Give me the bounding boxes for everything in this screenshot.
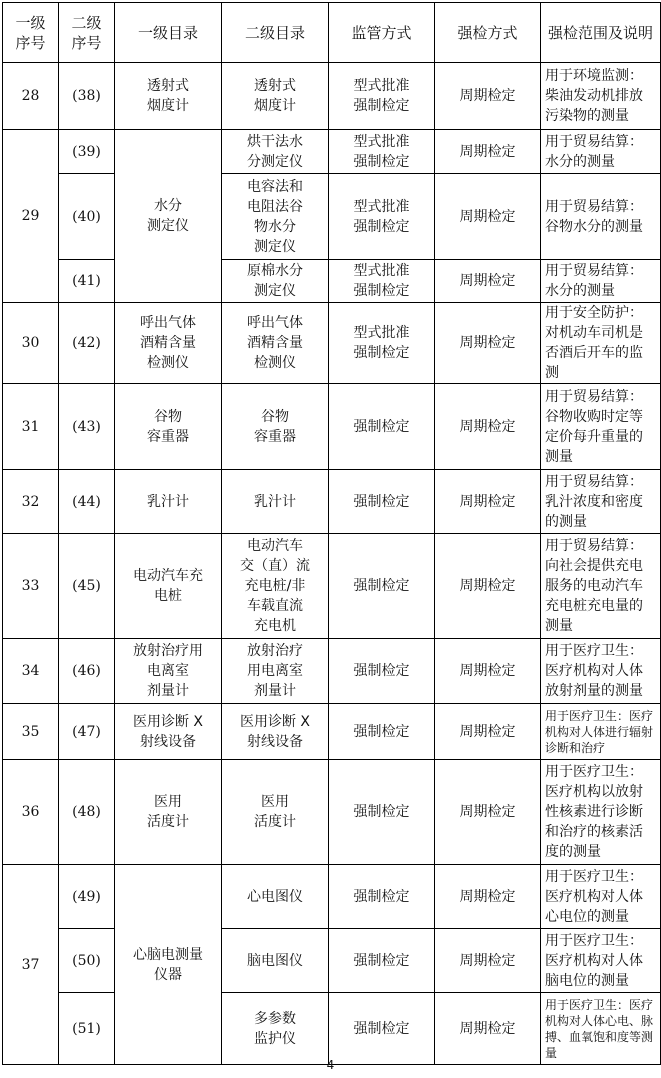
level1-catalog: 心脑电测量 仪器 [115,865,222,1065]
header-level2-catalog: 二级目录 [222,3,329,63]
level1-catalog: 水分 测定仪 [115,130,222,303]
supervision: 强制检定 [329,384,435,470]
level1-catalog: 乳汁计 [115,470,222,534]
table-row [3,639,661,704]
header-scope: 强检范围及说明 [541,3,661,63]
scope: 用于贸易结算：谷物收购时定等定价每升重量的测量 [541,384,661,470]
table-row [3,260,661,303]
level2-catalog: 呼出气体 酒精含量 检测仪 [222,303,329,384]
level2-no: (50) [59,929,115,993]
supervision: 强制检定 [329,534,435,639]
header-level2-no: 二级 序号 [59,3,115,63]
supervision: 型式批准 强制检定 [329,260,435,303]
supervision: 型式批准 强制检定 [329,130,435,174]
table-row [3,470,661,534]
level2-catalog: 脑电图仪 [222,929,329,993]
page-number: 4 [326,1058,335,1072]
level2-no: (48) [59,760,115,865]
instrument-table [2,2,661,1065]
level2-catalog: 多参数 监护仪 [222,993,329,1065]
level2-no: (40) [59,174,115,260]
scope: 用于医疗卫生：医疗机构以放射性核素进行诊断和治疗的核素活度的测量 [541,760,661,865]
level2-catalog: 透射式 烟度计 [222,63,329,130]
header-level1-catalog: 一级目录 [115,3,222,63]
table-row [3,929,661,993]
level1-no: 29 [3,130,59,303]
level1-no: 30 [3,303,59,384]
table-row [3,384,661,470]
verification: 周期检定 [435,639,541,704]
verification: 周期检定 [435,704,541,760]
supervision: 强制检定 [329,470,435,534]
verification: 周期检定 [435,760,541,865]
scope: 用于医疗卫生：医疗机构对人体心电位的测量 [541,865,661,929]
level2-no: (39) [59,130,115,174]
level2-catalog: 烘干法水 分测定仪 [222,130,329,174]
level2-no: (46) [59,639,115,704]
level1-no: 36 [3,760,59,865]
table-row [3,534,661,639]
level2-catalog: 谷物 容重器 [222,384,329,470]
verification: 周期检定 [435,929,541,993]
header-row [3,3,661,63]
scope: 用于贸易结算：向社会提供充电服务的电动汽车充电桩充电量的测量 [541,534,661,639]
level1-catalog: 透射式 烟度计 [115,63,222,130]
scope: 用于医疗卫生：医疗机构对人体放射剂量的测量 [541,639,661,704]
supervision: 强制检定 [329,929,435,993]
level1-catalog: 医用诊断 X 射线设备 [115,704,222,760]
supervision: 型式批准 强制检定 [329,303,435,384]
supervision: 型式批准 强制检定 [329,174,435,260]
scope: 用于贸易结算：水分的测量 [541,130,661,174]
level1-catalog: 谷物 容重器 [115,384,222,470]
scope: 用于安全防护：对机动车司机是否酒后开车的监测 [541,303,661,384]
level2-no: (43) [59,384,115,470]
level1-catalog: 电动汽车充 电桩 [115,534,222,639]
scope: 用于贸易结算：水分的测量 [541,260,661,303]
level2-no: (41) [59,260,115,303]
verification: 周期检定 [435,303,541,384]
level2-no: (44) [59,470,115,534]
header-level1-no: 一级 序号 [3,3,59,63]
level1-catalog: 放射治疗用 电离室 剂量计 [115,639,222,704]
level2-catalog: 医用 活度计 [222,760,329,865]
level2-catalog: 电动汽车 交（直）流 充电桩/非 车载直流 充电机 [222,534,329,639]
table-row [3,63,661,130]
table-row [3,865,661,929]
verification: 周期检定 [435,993,541,1065]
level2-no: (47) [59,704,115,760]
header-verification: 强检方式 [435,3,541,63]
scope: 用于医疗卫生：医疗机构对人体心电、脉搏、血氧饱和度等测量 [541,993,661,1065]
scope: 用于环境监测：柴油发动机排放污染物的测量 [541,63,661,130]
level2-no: (45) [59,534,115,639]
verification: 周期检定 [435,260,541,303]
scope: 用于医疗卫生：医疗机构对人体脑电位的测量 [541,929,661,993]
level2-no: (49) [59,865,115,929]
level1-no: 33 [3,534,59,639]
supervision: 型式批准 强制检定 [329,63,435,130]
level1-no: 31 [3,384,59,470]
level2-catalog: 医用诊断 X 射线设备 [222,704,329,760]
scope: 用于贸易结算：谷物水分的测量 [541,174,661,260]
table-row [3,704,661,760]
verification: 周期检定 [435,470,541,534]
level2-catalog: 心电图仪 [222,865,329,929]
level1-no: 32 [3,470,59,534]
level2-catalog: 原棉水分 测定仪 [222,260,329,303]
level2-catalog: 乳汁计 [222,470,329,534]
level1-no: 37 [3,865,59,1065]
header-supervision: 监管方式 [329,3,435,63]
level2-catalog: 电容法和 电阻法谷 物水分 测定仪 [222,174,329,260]
supervision: 强制检定 [329,704,435,760]
level1-no: 34 [3,639,59,704]
table-row [3,760,661,865]
supervision: 强制检定 [329,993,435,1065]
level2-catalog: 放射治疗 用电离室 剂量计 [222,639,329,704]
table-row [3,303,661,384]
verification: 周期检定 [435,865,541,929]
supervision: 强制检定 [329,639,435,704]
supervision: 强制检定 [329,865,435,929]
verification: 周期检定 [435,174,541,260]
level2-no: (38) [59,63,115,130]
level1-no: 35 [3,704,59,760]
level2-no: (42) [59,303,115,384]
verification: 周期检定 [435,63,541,130]
level1-no: 28 [3,63,59,130]
verification: 周期检定 [435,534,541,639]
table-row [3,130,661,174]
verification: 周期检定 [435,384,541,470]
level1-catalog: 医用 活度计 [115,760,222,865]
table-row [3,993,661,1065]
verification: 周期检定 [435,130,541,174]
scope: 用于贸易结算：乳汁浓度和密度的测量 [541,470,661,534]
supervision: 强制检定 [329,760,435,865]
level1-catalog: 呼出气体 酒精含量 检测仪 [115,303,222,384]
table-row [3,174,661,260]
scope: 用于医疗卫生：医疗机构对人体进行辐射诊断和治疗 [541,704,661,760]
level2-no: (51) [59,993,115,1065]
